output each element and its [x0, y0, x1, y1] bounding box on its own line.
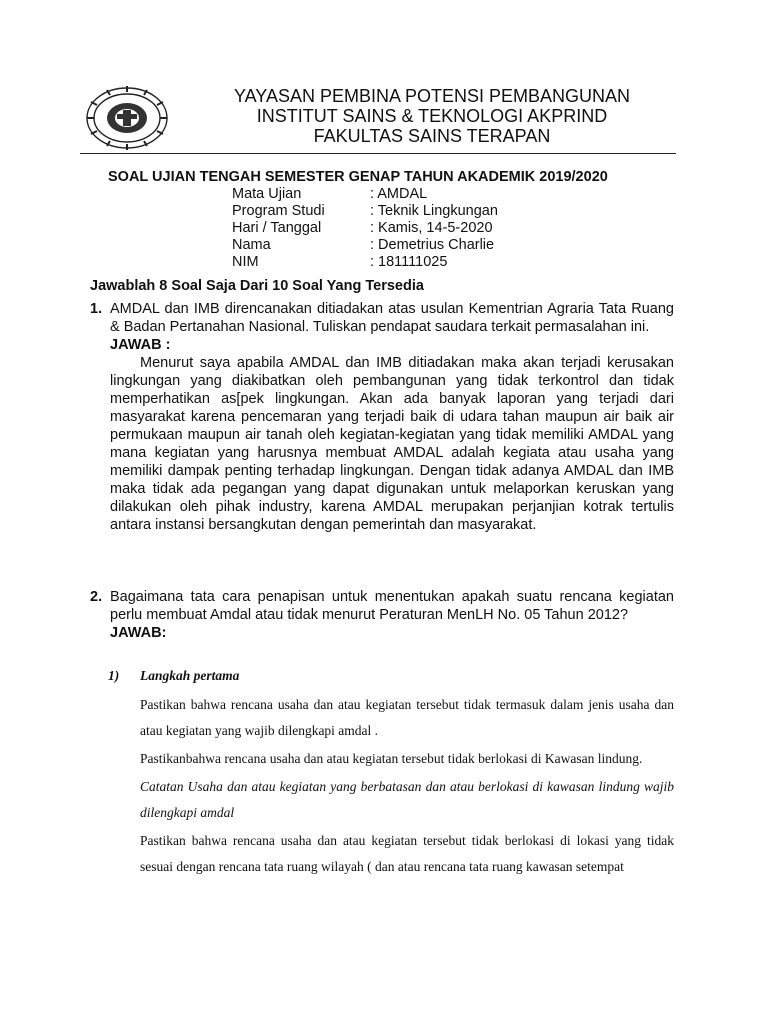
exam-info-table	[232, 186, 498, 271]
info-row-nim	[232, 254, 498, 271]
step-paragraph: Pastikan bahwa rencana usaha dan atau kegiatan tersebut tidak berlokasi di lokasi yang tidak sesuai dengan rencana tata ruang wilayah ( dan atau rencana tata ruang kawasan setempat	[140, 833, 674, 874]
step-paragraph: Pastikanbahwa rencana usaha dan atau kegiatan tersebut tidak berlokasi di Kawasan lindung.	[140, 751, 643, 766]
question-2	[90, 588, 674, 642]
step-note: Catatan Usaha dan atau kegiatan yang berbatasan dan atau berlokasi di kawasan lindung wajib dilengkapi amdal	[140, 779, 674, 820]
answer-label: JAWAB :	[110, 337, 171, 353]
step-heading	[108, 666, 674, 686]
exam-instruction: Jawablah 8 Soal Saja Dari 10 Soal Yang Tersedia	[90, 278, 424, 294]
step-number: 1)	[108, 668, 120, 683]
question-text: AMDAL dan IMB direncanakan ditiadakan atas usulan Kementrian Agraria Tata Ruang & Badan Pertanahan Nasional. Tuliskan pendapat saudara terkait permasalahan ini.	[110, 301, 674, 335]
info-row-name	[232, 237, 498, 254]
info-value: : Teknik Lingkungan	[370, 203, 498, 219]
question-text: Bagaimana tata cara penapisan untuk menentukan apakah suatu rencana kegiatan perlu membuat Amdal atau tidak menurut Peraturan MenLH No. 05 Tahun 2012?	[110, 589, 674, 623]
answer-steps	[108, 666, 674, 880]
institution-header	[200, 86, 664, 146]
question-1	[90, 300, 674, 534]
info-value: : AMDAL	[370, 186, 428, 202]
institution-seal-icon	[84, 84, 170, 152]
institute-name: INSTITUT SAINS & TEKNOLOGI AKPRIND	[256, 106, 608, 126]
faculty-name: FAKULTAS SAINS TERAPAN	[313, 126, 551, 146]
info-value: : Demetrius Charlie	[370, 237, 495, 253]
info-value: : Kamis, 14-5-2020	[370, 220, 493, 236]
step-title: Langkah pertama	[140, 668, 240, 683]
info-label: Hari / Tanggal	[232, 220, 322, 236]
info-row-program	[232, 203, 498, 220]
info-value: : 181111025	[370, 254, 448, 270]
info-row-subject	[232, 186, 498, 203]
step-paragraph: Pastikan bahwa rencana usaha dan atau kegiatan tersebut tidak termasuk dalam jenis usaha dan atau kegiatan yang wajib dilengkapi amdal .	[140, 697, 674, 738]
header-divider	[80, 153, 676, 154]
question-number: 1.	[90, 301, 103, 317]
info-label: Program Studi	[232, 203, 325, 219]
info-row-date	[232, 220, 498, 237]
info-label: Mata Ujian	[232, 186, 302, 202]
info-label: NIM	[232, 254, 259, 270]
answer-text: Menurut saya apabila AMDAL dan IMB ditiadakan maka akan terjadi kerusakan lingkungan yang diakibatkan oleh pembangunan yang tidak terkontrol dan tidak memperhatikan as[pek lingkungan. Akan ada banyak laporan yang terjadi dari masyarakat karena pencemaran yang terjadi baik di udara tahan maupun air baik air permukaan maupun air tanah oleh kegiatan-kegiatan yang tidak memiliki AMDAL yang mana kegiatan yang harusnya membuat AMDAL adalah kegiata atau usaha yang memiliki dampak penting terhadap lingkungan. Dengan tidak adanya AMDAL dan IMB maka tidak ada pegangan yang dapat digunakan untuk melaporkan keruskan yang dilakukan oleh pihak industry, karena AMDAL merupakan perjanjian kotrak tertulis antara instansi bersangkutan dengan pemerintah dan masyarakat.	[110, 355, 674, 533]
question-number: 2.	[90, 589, 103, 605]
foundation-name: YAYASAN PEMBINA POTENSI PEMBANGUNAN	[233, 86, 631, 106]
exam-title: SOAL UJIAN TENGAH SEMESTER GENAP TAHUN AKADEMIK 2019/2020	[108, 169, 608, 185]
answer-label: JAWAB:	[110, 625, 167, 641]
info-label: Nama	[232, 237, 271, 253]
